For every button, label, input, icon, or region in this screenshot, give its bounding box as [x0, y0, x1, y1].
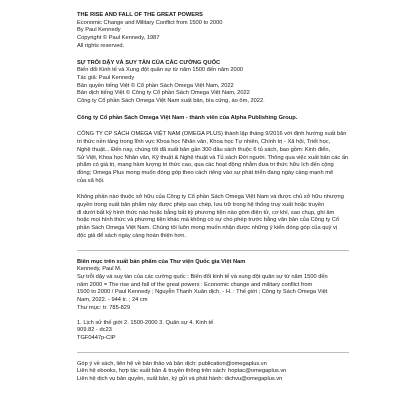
original-author: By Paul Kennedy: [77, 27, 121, 34]
about-line: tri thức nền tảng trong lĩnh vực Khoa học Nhân văn, Khoa học Tự nhiên, Chính trị - Xã hội, Triết học,: [77, 139, 331, 146]
rights-line: hoặc mọi hình thức và phương tiện khác mà không có sự cho phép trước bằng văn bản của Công ty Cổ: [77, 217, 340, 224]
rights-line: Không phần nào thuộc sở hữu của Công ty Cổ phần Sách Omega Việt Nam và được chủ sở hữu nhượng: [77, 194, 344, 201]
cip-line: năm 2000 = The rise and fall of the great powers : Economic change and military conflict from: [77, 281, 313, 288]
cip-classification: TGF0447p-CIP: [77, 334, 116, 341]
cip-line: Thư mục: tr. 785-829: [77, 304, 131, 311]
vietnamese-copyright-line: Bản dịch tiếng Việt © Công ty Cổ phần Sách Omega Việt Nam, 2022: [77, 90, 250, 97]
cip-record: [77, 259, 350, 343]
cip-classification: 909.82 - dc23: [77, 327, 112, 334]
publisher-member-note: [77, 115, 350, 123]
contact-line: Góp ý về sách, liên hệ về bản thảo và bản dịch: publication@omegaplus.vn: [77, 360, 267, 367]
about-line: phẩm có giá trị, mang hàm lượng tri thức cao, qua các hoạt động nhằm đưa tri thức hữu ích đến cộng: [77, 162, 334, 169]
contact-line: Liên hệ ebooks, hợp tác xuất bản & truyền thông trên sách: hoptac@omegaplus.vn: [77, 368, 287, 375]
contact-info: [77, 361, 350, 384]
vietnamese-copyright-line: Bản quyền tiếng Việt © Cổ phần Sách Omega Việt Nam, 2022: [77, 82, 234, 89]
cip-heading: Biên mục trên xuất bản phẩm của Thư viện Quốc gia Việt Nam: [77, 258, 246, 265]
cip-line: Kennedy, Paul M.: [77, 266, 122, 273]
original-rights: All rights reserved.: [77, 42, 125, 49]
section-divider: [77, 352, 349, 353]
original-title: THE RISE AND FALL OF THE GREAT POWERS: [77, 12, 203, 18]
vietnamese-copyright-line: Công ty Cổ phần Sách Omega Việt Nam xuất bản, bìa cứng, áo ôm, 2022.: [77, 98, 265, 105]
about-line: Nghệ thuật... Đến nay, chúng tôi đã xuất bản gần 300 đầu sách thuộc 6 tủ sách, bao gồm: Kinh điển,: [77, 146, 331, 153]
rights-line: quyền trong xuất bản phẩm này được phép sao chép, lưu trữ trong hệ thống truy xuất hoặc truyền: [77, 202, 325, 209]
rights-notice: [77, 194, 350, 240]
cip-line: 1500 to 2000 / Paul Kennedy ; Nguyễn Thanh Xuân dịch. - H. : Thế giới ; Công ty Sách Omega Việt: [77, 289, 328, 296]
about-line: đồng; Omega Plus mong muốn đóng góp theo cách riêng vào sự phát triển đang ngày càng mạnh mẽ: [77, 169, 334, 176]
about-publisher: [77, 131, 350, 185]
cip-line: Sự trỗi dậy và suy tàn của các cường quốc : Biến đổi kinh tế và xung đột quân sự từ năm 1500 đến: [77, 273, 328, 280]
vietnamese-edition-info: [77, 60, 350, 106]
rights-line: phần Sách Omega Việt Nam. Chúng tôi luôn mong muốn nhận được những ý kiến đóng góp của quý vị: [77, 225, 338, 232]
rights-line: độc giả để sách ngày càng hoàn thiện hơn.: [77, 232, 187, 239]
contact-line: Liên hệ dịch vụ bản quyền, xuất bản, ký gửi và phát hành: dichvu@omegaplus.vn: [77, 376, 283, 383]
original-subtitle: Economic Change and Military Conflict from 1500 to 2000: [77, 19, 223, 26]
about-line: CÔNG TY CP SÁCH OMEGA VIỆT NAM (OMEGA PLUS) thành lập tháng 9/2016 với định hướng xuất bản: [77, 131, 347, 138]
member-line: Công ty Cổ phần Sách Omega Việt Nam - thành viên của Alpha Publishing Group.: [77, 114, 298, 121]
section-divider: [77, 250, 349, 251]
about-line: của xã hội.: [77, 177, 105, 184]
vietnamese-subtitle: Biến đổi Kinh tế và Xung đột quân sự từ năm 1500 đến năm 2000: [77, 67, 244, 74]
original-edition-info: [77, 12, 350, 51]
about-line: Sử Việt, Khoa học Nhân văn, Kỹ thuật & Nghệ thuật và Tủ sách Đời người. Thông qua việc xuất bản các ấn: [77, 154, 349, 161]
cip-line: Nam, 2022. - 944 tr. ; 24 cm: [77, 297, 148, 304]
vietnamese-author: Tác giả: Paul Kennedy: [77, 74, 135, 81]
original-copyright: Copyright © Paul Kennedy, 1987: [77, 35, 160, 42]
rights-line: đi dưới bất kỳ hình thức nào hoặc bằng bất kỳ phương tiện nào gồm điện tử, cơ khí, sao chụp, ghi âm: [77, 209, 335, 216]
vietnamese-title: SỰ TRỖI DẬY VÀ SUY TÀN CỦA CÁC CƯỜNG QUỐC: [77, 59, 221, 66]
cip-subjects: 1. Lịch sử thế giới 2. 1500-2000 3. Quân sự 4. Kinh tế: [77, 319, 214, 326]
